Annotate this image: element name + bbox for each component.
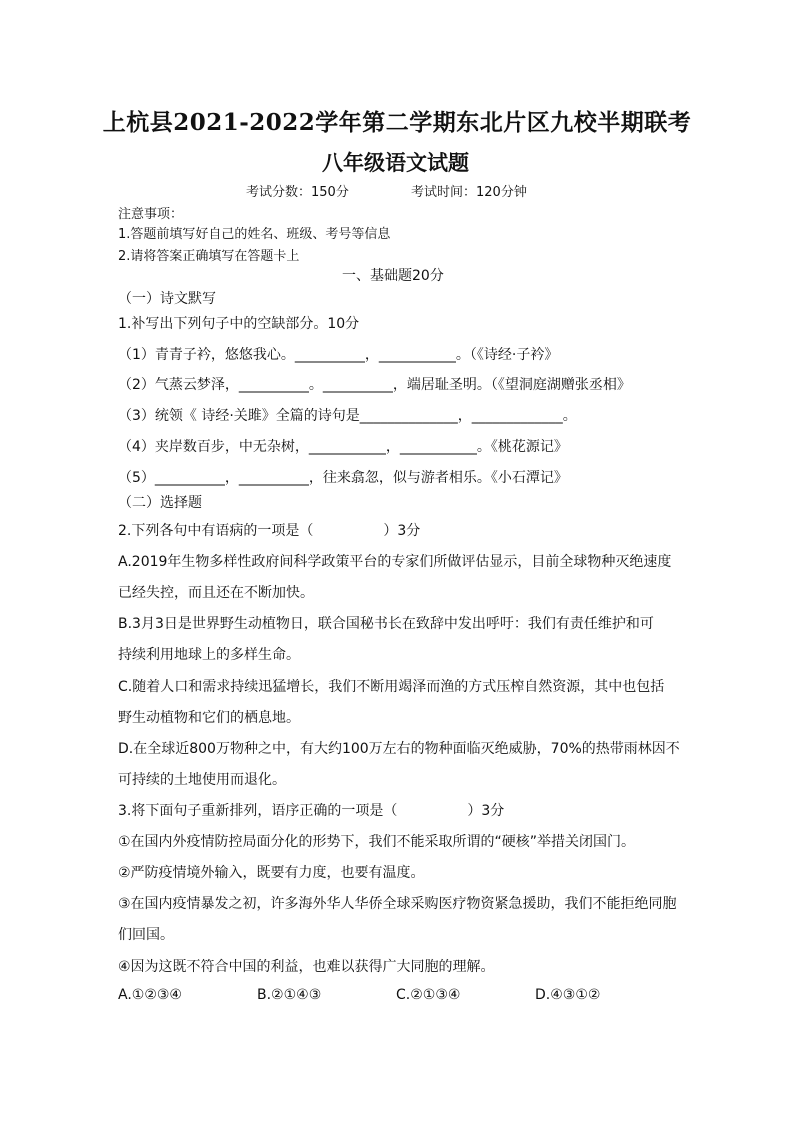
note-item: 1.答题前填写好自己的姓名、班级、考号等信息 (118, 227, 391, 242)
section-heading: 一、基础题20分 (342, 268, 444, 284)
question-line: B.3月3日是世界野生动植物日，联合国秘书长在致辞中发出呼吁：我们有责任维护和可 (118, 616, 654, 632)
option-c: C.②①③④ (396, 987, 461, 1003)
option-b: B.②①④③ (257, 987, 322, 1003)
question-line: ①在国内外疫情防控局面分化的形势下，我们不能采取所谓的“硬核”举措关闭国门。 (118, 834, 636, 850)
note-item: 2.请将答案正确填写在答题卡上 (118, 249, 300, 264)
question-item: （3）统领《 诗经·关雎》全篇的诗句是______________，_____________。 (118, 408, 577, 424)
option-a: A.①②③④ (118, 987, 182, 1003)
question-line: 们回国。 (118, 927, 174, 943)
question-line: 已经失控，而且还在不断加快。 (118, 585, 314, 601)
question-line: ②严防疫情境外输入，既要有力度，也要有温度。 (118, 865, 425, 881)
question-line: 野生动植物和它们的栖息地。 (118, 710, 300, 726)
question-line: 持续利用地球上的多样生命。 (118, 647, 300, 663)
question-line: 可持续的土地使用而退化。 (118, 772, 286, 788)
question-item: （2）气蒸云梦泽，__________。__________，端居耻圣明。（《望洞庭湖赠张丞相》 (118, 377, 631, 393)
question-item: （4）夹岸数百步，中无杂树，___________，___________。《桃花源记》 (118, 439, 568, 455)
question-line: A.2019年生物多样性政府间科学政策平台的专家们所做评估显示，目前全球物种灭绝速度 (118, 554, 672, 570)
question-item: （1）青青子衿，悠悠我心。__________，___________。（《诗经·子衿》 (118, 347, 559, 363)
exam-time: 考试时间：120分钟 (411, 185, 527, 200)
question-stem: 3.将下面句子重新排列，语序正确的一项是（ ）3分 (118, 803, 505, 819)
part-heading: （二）选择题 (118, 495, 202, 511)
option-d: D.④③①② (535, 987, 601, 1003)
question-stem: 1.补写出下列句子中的空缺部分。10分 (118, 316, 360, 332)
question-line: ③在国内疫情暴发之初，许多海外华人华侨全球采购医疗物资紧急援助，我们不能拒绝同胞 (118, 896, 677, 912)
question-item: （5）__________，__________，往来翕忽，似与游者相乐。《小石潭记》 (118, 470, 568, 486)
exam-score: 考试分数：150分 (246, 185, 349, 200)
question-line: ④因为这既不符合中国的利益，也难以获得广大同胞的理解。 (118, 959, 495, 975)
question-line: D.在全球近800万物种之中，有大约100万左右的物种面临灭绝威胁，70%的热带雨林因不 (118, 741, 680, 757)
exam-title: 上杭县2021-2022学年第二学期东北片区九校半期联考 (102, 109, 692, 136)
part-heading: （一）诗文默写 (118, 291, 216, 307)
notes-heading: 注意事项： (118, 207, 184, 222)
exam-subtitle: 八年级语文试题 (322, 150, 469, 175)
question-stem: 2.下列各句中有语病的一项是（ ）3分 (118, 523, 421, 539)
question-line: C.随着人口和需求持续迅猛增长，我们不断用竭泽而渔的方式压榨自然资源，其中也包括 (118, 679, 665, 695)
